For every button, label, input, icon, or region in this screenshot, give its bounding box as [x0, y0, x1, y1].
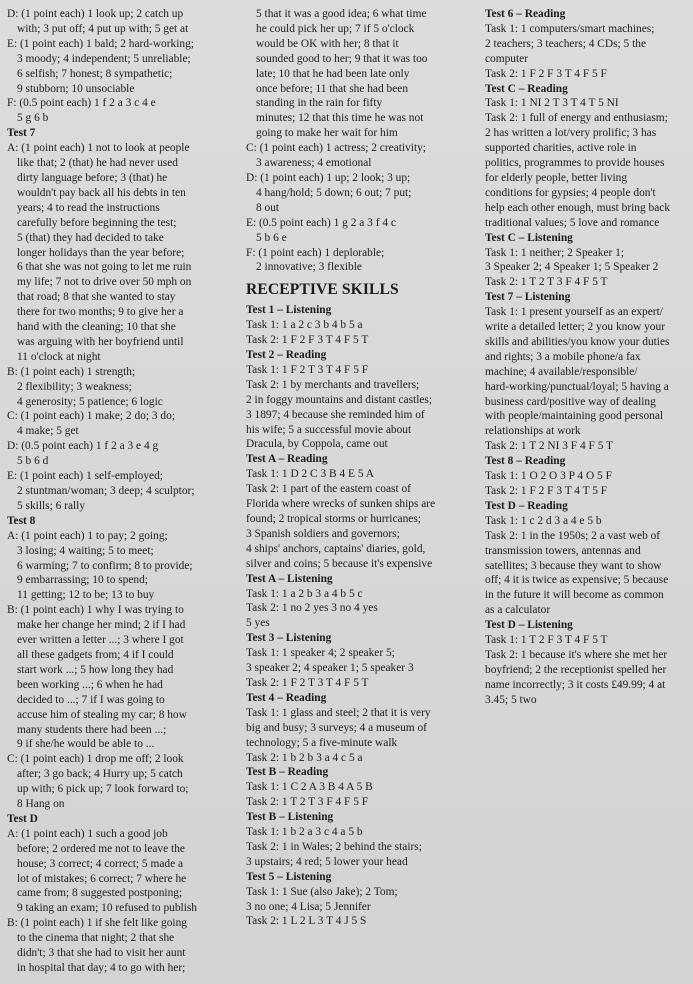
answer-line: A: (1 point each) 1 to pay; 2 going; — [7, 529, 168, 542]
answer-line: C: (1 point each) 1 actress; 2 creativity; — [246, 142, 426, 155]
answer-line: 2 flexibility; 3 weakness; — [17, 380, 132, 393]
answer-line: Task 2: 1 T 2 T 3 F 4 F 5 T — [485, 276, 608, 289]
answer-line: hand with the cleaning; 10 that she — [17, 321, 176, 334]
answer-line: 3 Speaker 2; 4 Speaker 1; 5 Speaker 2 — [485, 261, 659, 274]
answer-line: conditions for gypsies; 4 people don't — [485, 186, 656, 199]
answer-line: Task 1: 1 glass and steel; 2 that it is very — [246, 706, 431, 719]
answer-line: was arguing with her boyfriend until — [17, 335, 184, 348]
answer-line: help each other enough, must bring back — [485, 201, 671, 214]
answer-line: Task 1: 1 Sue (also Jake); 2 Tom; — [246, 885, 398, 898]
test-heading: Test 6 – Reading — [485, 8, 566, 20]
answer-line: name incorrectly; 3 it costs £49.99; 4 at — [485, 678, 666, 691]
answer-line: supported charities, active role in — [485, 142, 637, 155]
answer-line: Task 2: 1 F 2 T 3 T 4 F 5 T — [246, 676, 369, 689]
answer-line: 5 that it was a good idea; 6 what time — [256, 8, 427, 20]
answer-line: traditional values; 5 love and romance — [485, 216, 660, 229]
answer-line: Task 1: 1 speaker 4; 2 speaker 5; — [246, 647, 395, 660]
answer-line: years; 4 to read the instructions — [17, 201, 160, 214]
answer-line: F: (1 point each) 1 deplorable; — [246, 246, 385, 259]
answer-line: in hospital that day; 4 to go with her; — [17, 962, 186, 974]
answer-line: 2 has written a lot/very prolific; 3 has — [485, 127, 657, 140]
answer-line: 4 ships' anchors, captains' diaries, gold, — [246, 542, 426, 555]
answer-line: 3 1897; 4 because she reminded him of — [246, 408, 425, 421]
answer-line: 4 generosity; 5 patience; 6 logic — [17, 395, 163, 408]
answer-line: 3 upstairs; 4 red; 5 lower your head — [246, 855, 408, 868]
answer-line: found; 2 tropical storms or hurricanes; — [246, 513, 421, 525]
answer-line: satellites; 3 because they want to show — [485, 559, 662, 572]
answer-line: like that; 2 (that) he had never used — [17, 157, 178, 170]
answer-line: house; 3 correct; 4 correct; 5 made a — [17, 857, 184, 870]
answer-line: Task 2: 1 in Wales; 2 behind the stairs; — [246, 840, 422, 853]
answer-line: 5 (that) they had decided to take — [17, 231, 164, 244]
answer-line: Task 2: 1 F 2 F 3 T 4 F 5 T — [246, 334, 369, 347]
answer-line: wouldn't pay back all his debts in ten — [17, 186, 186, 199]
answer-line: A: (1 point each) 1 not to look at people — [7, 142, 190, 155]
test-heading: Test C – Listening — [485, 231, 573, 244]
answer-line: would be OK with her; 8 that it — [256, 37, 399, 50]
answer-line: with people/maintaining good personal — [485, 410, 664, 423]
answer-line: B: (1 point each) 1 if she felt like going — [7, 917, 187, 930]
answer-line: 6 warming; 7 to confirm; 8 to provide; — [17, 559, 193, 572]
answer-line: Task 1: 1 neither; 2 Speaker 1; — [485, 246, 625, 259]
answer-line: that road; 8 that she wanted to stay — [17, 291, 176, 304]
answer-line: standing in the rain for fifty — [256, 97, 383, 110]
answer-line: write a detailed letter; 2 you know your — [485, 321, 665, 334]
answer-line: after; 3 go back; 4 Hurry up; 5 catch — [17, 768, 183, 781]
answer-line: carefully before beginning the test; — [17, 216, 177, 229]
answer-line: in the future it will become as common — [485, 589, 664, 602]
answer-line: decided to ...; 7 if I was going to — [17, 693, 165, 706]
answer-line: hard-working/punctual/loyal; 5 having a — [485, 380, 669, 393]
answer-line: E: (1 point each) 1 bald; 2 hard-working; — [7, 37, 194, 50]
answer-line: 9 stubborn; 10 unsociable — [17, 82, 135, 95]
test-heading: Test B – Listening — [246, 811, 334, 824]
answer-line: 9 taking an exam; 10 refused to publish — [17, 902, 197, 915]
answer-line: Task 1: 1 D 2 C 3 B 4 E 5 A — [246, 468, 374, 481]
answer-line: 4 make; 5 get — [17, 425, 79, 438]
answer-line: going to make her wait for him — [256, 127, 398, 140]
answer-line: 8 out — [256, 201, 280, 214]
answer-line: Task 1: 1 T 2 F 3 T 4 F 5 T — [485, 634, 608, 647]
test-heading: Test 7 – Listening — [485, 291, 571, 304]
answer-line: Task 1: 1 present yourself as an expert/ — [485, 306, 663, 319]
answer-line: Task 1: 1 C 2 A 3 B 4 A 5 B — [246, 781, 373, 794]
test-heading: Test D — [7, 812, 38, 825]
answer-line: 3 losing; 4 waiting; 5 to meet; — [17, 544, 154, 557]
answer-line: 5 b 6 d — [17, 455, 49, 468]
answer-line: B: (1 point each) 1 why I was trying to — [7, 604, 184, 617]
answer-line: Task 2: 1 F 2 F 3 T 4 T 5 F — [485, 485, 608, 497]
test-heading: Test 1 – Listening — [246, 304, 332, 317]
answer-line: off; 4 it is twice as expensive; 5 because — [485, 574, 669, 587]
answer-line: A: (1 point each) 1 such a good job — [7, 827, 168, 840]
answer-line: 9 if she/he would be able to ... — [17, 738, 155, 751]
answer-line: and rights; 3 a mobile phone/a fax — [485, 350, 641, 363]
answer-line: C: (1 point each) 1 make; 2 do; 3 do; — [7, 410, 175, 423]
answer-line: dirty language before; 3 (that) he — [17, 171, 168, 184]
answer-line: Dracula, by Coppola, came out — [246, 438, 388, 451]
answer-line: up with; 6 pick up; 7 look forward to; — [17, 783, 189, 796]
answer-line: 11 o'clock at night — [17, 350, 101, 363]
answer-line: lot of mistakes; 6 correct; 7 where he — [17, 872, 187, 885]
section-heading: RECEPTIVE SKILLS — [246, 281, 399, 299]
answer-line: Task 1: 1 NI 2 T 3 T 4 T 5 NI — [485, 97, 619, 110]
answer-line: 5 g 6 b — [17, 112, 49, 125]
answer-line: transmission towers, antennas and — [485, 544, 641, 557]
test-heading: Test 3 – Listening — [246, 632, 332, 645]
answer-line: relationships at work — [485, 425, 581, 438]
text-block — [485, 7, 689, 708]
answer-line: 5 skills; 6 rally — [17, 499, 86, 512]
test-heading: Test A – Reading — [246, 453, 328, 466]
answer-line: computer — [485, 52, 529, 65]
answer-line: C: (1 point each) 1 drop me off; 2 look — [7, 753, 184, 766]
answer-line: all these gadgets from; 4 if I could — [17, 648, 174, 661]
answer-line: Task 1: 1 a 2 b 3 a 4 b 5 c — [246, 587, 363, 600]
answer-line: didn't; 3 that she had to visit her aunt — [17, 947, 186, 960]
answer-line: Task 2: 1 by merchants and travellers; — [246, 378, 420, 391]
answer-line: been working ...; 6 when he had — [17, 678, 163, 691]
answer-line: my life; 7 not to drive over 50 mph on — [17, 276, 192, 289]
answer-line: 5 yes — [246, 617, 270, 630]
answer-line: Task 2: 1 no 2 yes 3 no 4 yes — [246, 602, 378, 615]
answer-line: Task 2: 1 part of the eastern coast of — [246, 483, 411, 496]
answer-line: 3.45; 5 two — [485, 693, 537, 706]
test-heading: Test A – Listening — [246, 572, 333, 585]
answer-line: Task 1: 1 c 2 d 3 a 4 e 5 b — [485, 514, 602, 527]
answer-line: came from; 8 suggested postponing; — [17, 887, 183, 900]
answer-line: silver and coins; 5 because it's expensive — [246, 557, 433, 570]
answer-line: as a calculator — [485, 604, 551, 617]
answer-line: Florida where wrecks of sunken ships are — [246, 498, 436, 511]
test-heading: Test 2 – Reading — [246, 349, 327, 362]
answer-line: Task 1: 1 a 2 c 3 b 4 b 5 a — [246, 319, 363, 332]
answer-line: Task 2: 1 full of energy and enthusiasm; — [485, 112, 668, 125]
answer-line: late; 10 that he had been late only — [256, 67, 410, 80]
answer-line: 3 no one; 4 Lisa; 5 Jennifer — [246, 900, 371, 913]
answer-line: he could pick her up; 7 if 5 o'clock — [256, 22, 415, 35]
text-block — [246, 7, 477, 929]
answer-line: Task 1: 1 F 2 T 3 T 4 F 5 F — [246, 363, 369, 376]
answer-line: Task 2: 1 because it's where she met her — [485, 648, 668, 661]
answer-line: business card/positive way of dealing — [485, 395, 656, 408]
answer-line: D: (1 point each) 1 up; 2 look; 3 up; — [246, 171, 411, 184]
answer-line: Task 1: 1 O 2 O 3 P 4 O 5 F — [485, 470, 612, 483]
answer-line: accuse him of stealing my car; 8 how — [17, 708, 187, 721]
answer-line: with; 3 put off; 4 put up with; 5 get at — [17, 22, 189, 35]
test-heading: Test 5 – Listening — [246, 870, 332, 883]
test-heading: Test 8 – Reading — [485, 455, 566, 468]
answer-line: 6 selfish; 7 honest; 8 sympathetic; — [17, 67, 173, 80]
answer-line: technology; 5 a five-minute walk — [246, 736, 398, 749]
answer-line: many students there had been ...; — [17, 723, 167, 736]
answer-line: 2 innovative; 3 flexible — [256, 261, 362, 274]
answer-line: 9 embarrassing; 10 to spend; — [17, 574, 148, 587]
answer-line: 2 teachers; 3 teachers; 4 CDs; 5 the — [485, 37, 646, 50]
test-heading: Test D – Reading — [485, 499, 568, 512]
column-3 — [485, 7, 689, 708]
answer-line: sounded good to her; 9 that it was too — [256, 52, 428, 65]
answer-line: Task 2: 1 F 2 F 3 T 4 F 5 F — [485, 67, 607, 80]
answer-line: Task 2: 1 T 2 NI 3 F 4 F 5 T — [485, 440, 613, 453]
answer-line: machine; 4 available/responsible/ — [485, 365, 638, 378]
answer-line: D: (0.5 point each) 1 f 2 a 3 e 4 g — [7, 440, 159, 453]
answer-line: Task 2: 1 T 2 T 3 F 4 F 5 F — [246, 796, 369, 809]
answer-line: 8 Hang on — [17, 798, 65, 811]
answer-line: longer holidays than the year before; — [17, 246, 185, 259]
answer-line: there for two months; 9 to give her a — [17, 306, 184, 319]
test-heading: Test D – Listening — [485, 619, 573, 632]
column-1 — [7, 7, 242, 976]
answer-line: politics, programmes to provide houses — [485, 157, 665, 170]
answer-line: big and busy; 3 surveys; 4 a museum of — [246, 721, 427, 734]
answer-line: Task 2: 1 in the 1950s; 2 a vast web of — [485, 529, 661, 542]
answer-line: for elderly people, better living — [485, 171, 628, 184]
answer-line: skills and abilities/you know your duties — [485, 335, 670, 348]
answer-line: 11 getting; 12 to be; 13 to buy — [17, 589, 155, 602]
answer-line: once before; 11 that she had been — [256, 82, 409, 95]
answer-line: start work ...; 5 how long they had — [17, 663, 174, 676]
answer-line: 3 awareness; 4 emotional — [256, 157, 372, 170]
answer-line: B: (1 point each) 1 strength; — [7, 365, 136, 378]
answer-line: D: (1 point each) 1 look up; 2 catch up — [7, 8, 184, 20]
answer-line: 4 hang/hold; 5 down; 6 out; 7 put; — [256, 186, 412, 199]
answer-line: 3 Spanish soldiers and governors; — [246, 527, 400, 540]
answer-line: Task 2: 1 b 2 b 3 a 4 c 5 a — [246, 751, 363, 764]
answer-line: 3 moody; 4 independent; 5 unreliable; — [17, 52, 191, 65]
answer-line: Task 2: 1 L 2 L 3 T 4 J 5 S — [246, 915, 367, 928]
test-heading: Test B – Reading — [246, 766, 329, 779]
answer-line: Task 1: 1 b 2 a 3 c 4 a 5 b — [246, 826, 363, 839]
answer-line: his wife; 5 a successful movie about — [246, 423, 412, 436]
answer-line: 2 stuntman/woman; 3 deep; 4 sculptor; — [17, 485, 195, 497]
test-heading: Test 4 – Reading — [246, 691, 327, 704]
answer-line: 6 that she was not going to let me ruin — [17, 261, 192, 274]
answer-line: boyfriend; 2 the receptionist spelled her — [485, 663, 667, 676]
answer-line: to the cinema that night; 2 that she — [17, 932, 175, 945]
text-block — [7, 7, 242, 976]
answer-line: E: (0.5 point each) 1 g 2 a 3 f 4 c — [246, 216, 396, 229]
answer-line: E: (1 point each) 1 self-employed; — [7, 470, 163, 483]
test-heading: Test 7 — [7, 127, 36, 140]
test-heading: Test C – Reading — [485, 82, 568, 95]
answer-line: minutes; 12 that this time he was not — [256, 112, 424, 125]
column-2 — [246, 7, 477, 929]
test-heading: Test 8 — [7, 514, 36, 527]
answer-line: Task 1: 1 computers/smart machines; — [485, 22, 655, 35]
answer-line: 3 speaker 2; 4 speaker 1; 5 speaker 3 — [246, 662, 414, 675]
answer-line: before; 2 ordered me not to leave the — [17, 842, 185, 855]
answer-line: 2 in foggy mountains and distant castles; — [246, 393, 433, 406]
answer-line: ever written a letter ...; 3 where I got — [17, 634, 184, 647]
answer-line: make her change her mind; 2 if I had — [17, 619, 186, 632]
answer-line: 5 b 6 e — [256, 231, 287, 244]
answer-line: F: (0.5 point each) 1 f 2 a 3 c 4 e — [7, 97, 156, 110]
